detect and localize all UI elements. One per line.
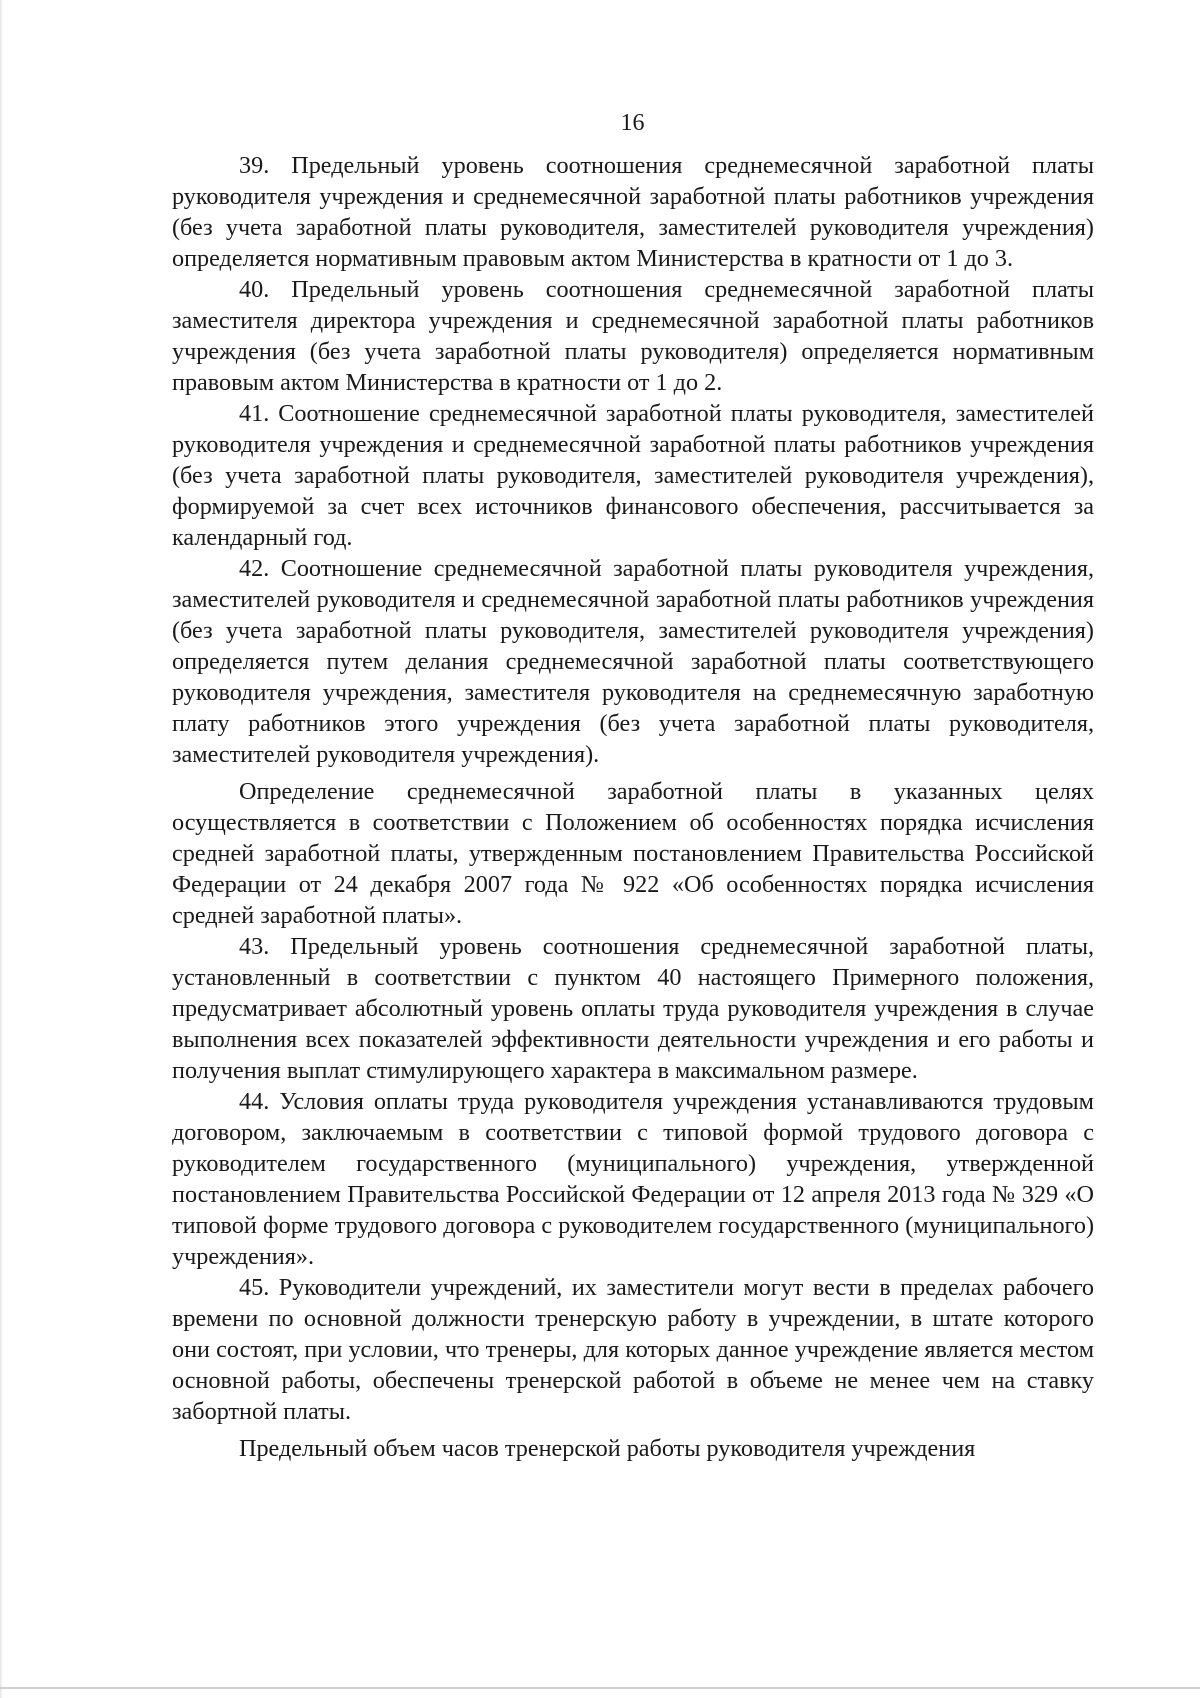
paragraph-39: 39. Предельный уровень соотношения среднемесячной заработной платы руководителя учреждения и среднемесячной заработной платы работников учреждения (без учета заработной платы руководителя, заместителей руководителя учреждения) определяется нормативным правовым актом Министерства в кратности от 1 до 3.: [172, 152, 1094, 272]
scan-bottom-edge: [0, 1687, 1200, 1689]
paragraph-43: 43. Предельный уровень соотношения среднемесячной заработной платы, установленный в соответствии с пунктом 40 настоящего Примерного положения, предусматривает абсолютный уровень оплаты труда руководителя учреждения в случае выполнения всех показателей эффективности деятельности учреждения и его работы и получения выплат стимулирующего характера в максимальном размере.: [172, 933, 1094, 1084]
page-number: 16: [620, 110, 645, 136]
scan-left-edge: [0, 0, 3, 1698]
paragraph-42-definition: Определение среднемесячной заработной платы в указанных целях осуществляется в соответствии с Положением об особенностях порядка исчисления средней заработной платы, утвержденным постановлением Правительства Российской Федерации от 24 декабря 2007 года № 922 «Об особенностях порядка исчисления средней заработной платы».: [172, 778, 1094, 929]
document-body: [172, 150, 1094, 1464]
paragraph-44: 44. Условия оплаты труда руководителя учреждения устанавливаются трудовым договором, заключаемым в соответствии с типовой формой трудового договора с руководителем государственного (муниципального) учреждения, утвержденной постановлением Правительства Российской Федерации от 12 апреля 2013 года № 329 «О типовой форме трудового договора с руководителем государственного (муниципального) учреждения».: [172, 1088, 1094, 1270]
paragraph-41: 41. Соотношение среднемесячной заработной платы руководителя, заместителей руководителя учреждения и среднемесячной заработной платы работников учреждения (без учета заработной платы руководителя, заместителей руководителя учреждения), формируемой за счет всех источников финансового обеспечения, рассчитывается за календарный год.: [172, 400, 1094, 551]
paragraph-40: 40. Предельный уровень соотношения среднемесячной заработной платы заместителя директора учреждения и среднемесячной заработной платы работников учреждения (без учета заработной платы руководителя) определяется нормативным правовым актом Министерства в кратности от 1 до 2.: [172, 276, 1094, 396]
paragraph-42: 42. Соотношение среднемесячной заработной платы руководителя учреждения, заместителей руководителя и среднемесячной заработной платы работников учреждения (без учета заработной платы руководителя, заместителей руководителя учреждения) определяется путем делания среднемесячной заработной платы соответствующего руководителя учреждения, заместителя руководителя на среднемесячную заработную плату работников этого учреждения (без учета заработной платы руководителя, заместителей руководителя учреждения).: [172, 555, 1094, 768]
paragraph-45-continuation: Предельный объем часов тренерской работы руководителя учреждения: [239, 1435, 976, 1462]
paragraph-45: 45. Руководители учреждений, их заместители могут вести в пределах рабочего времени по основной должности тренерскую работу в учреждении, в штате которого они состоят, при условии, что тренеры, для которых данное учреждение является местом основной работы, обеспечены тренерской работой в объеме не менее чем на ставку забортной платы.: [172, 1274, 1094, 1425]
